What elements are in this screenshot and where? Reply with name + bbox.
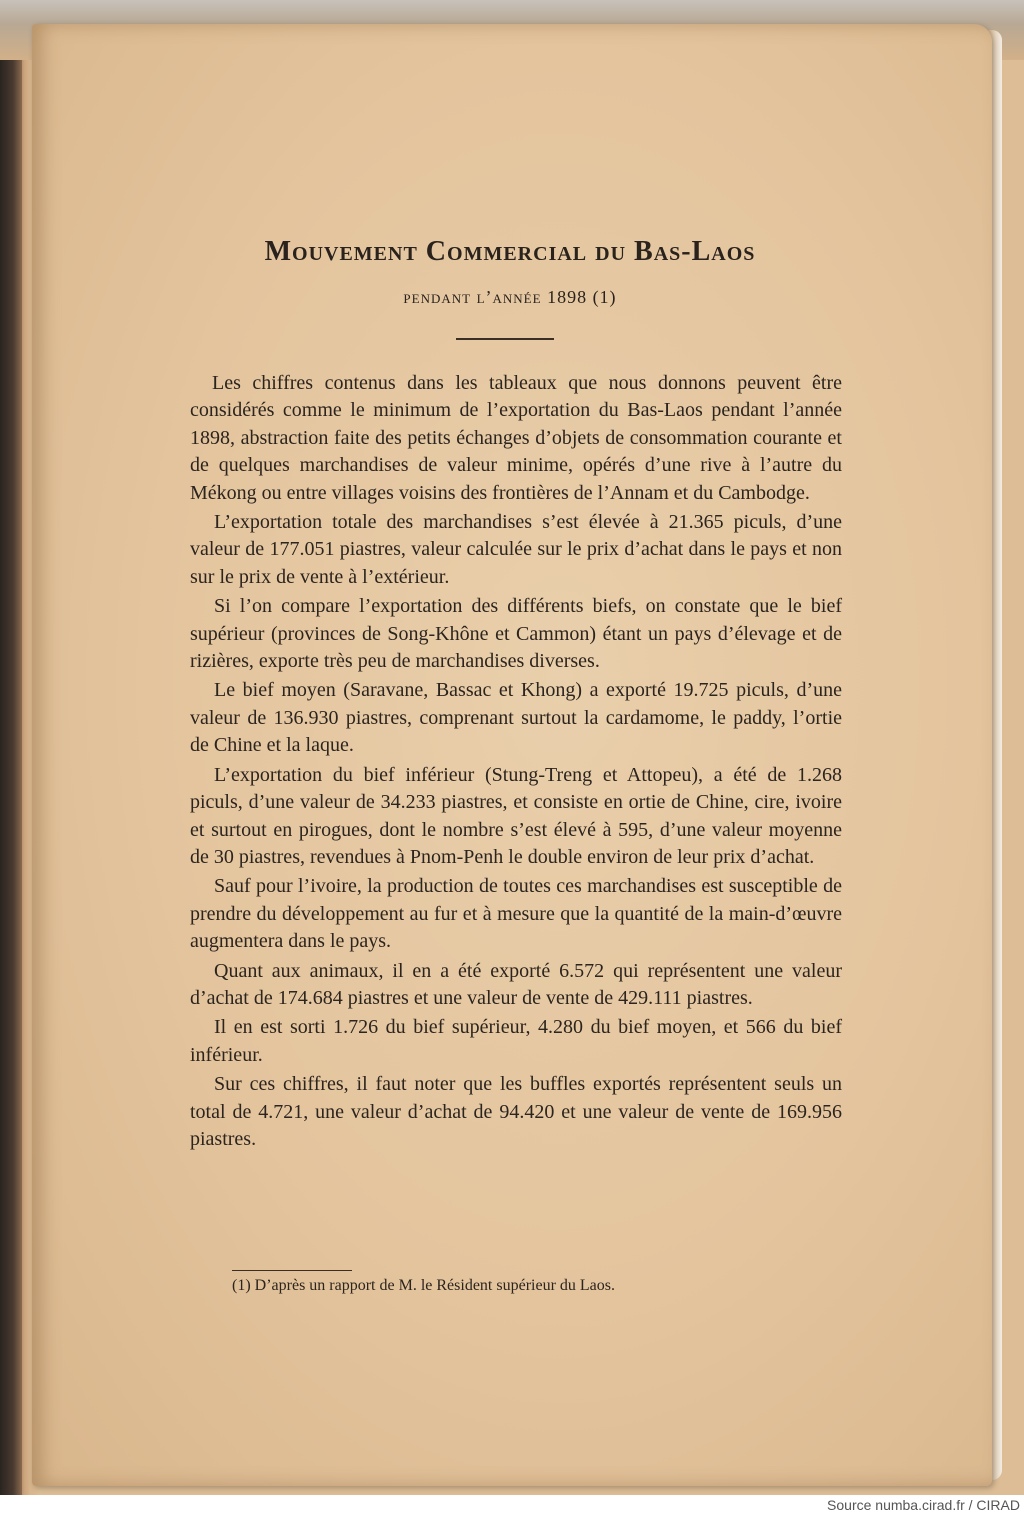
paragraph: Il en est sorti 1.726 du bief supérieur, 4.280 du bief moyen, et 566 du bief inférieur. [190,1016,842,1066]
paragraph: Sur ces chiffres, il faut noter que les buffles exportés représentent seuls un total de 4.721, une valeur d’achat de 94.420 et une valeur de vente de 169.956 piastres. [190,1073,842,1150]
page-subtitle: pendant l’année 1898 (1) [403,287,617,307]
book-spine [0,60,22,1495]
footnote: (1) D’après un rapport de M. le Résident supérieur du Laos. [232,1277,615,1294]
title-divider [456,338,554,340]
page-title: Mouvement Commercial du Bas-Laos [264,236,756,267]
paragraph: Les chiffres contenus dans les tableaux que nous donnons peuvent être considérés comme le minimum de l’exportation du Bas-Laos pendant l’année 1898, abstraction faite des petits échanges d’objets de consommation courante et de quelques marchandises de valeur minime, opérés d’une rive à l’autre du Mékong ou entre villages voisins des frontières de l’Annam et du Cambodge. [190,372,842,504]
footnote-divider [232,1270,352,1271]
paragraph: L’exportation du bief inférieur (Stung-Treng et Attopeu), a été de 1.268 piculs, d’une valeur de 34.233 piastres, et consiste en ortie de Chine, cire, ivoire et surtout en pirogues, dont le nombre s’est élevé à 595, d’une valeur moyenne de 30 piastres, revendues à Pnom-Penh le double environ de leur prix d’achat. [190,763,842,868]
paragraph: L’exportation totale des marchandises s’est élevée à 21.365 piculs, d’une valeur de 177.051 piastres, valeur calculée sur le prix d’achat dans le pays et non sur le prix de vente à l’extérieur. [190,511,842,588]
source-credit: Source numba.cirad.fr / CIRAD [827,1497,1020,1513]
paragraph: Quant aux animaux, il en a été exporté 6.572 qui représentent une valeur d’achat de 174.684 piastres et une valeur de vente de 429.111 piastres. [190,959,842,1009]
body-text [190,370,842,1155]
paragraph: Si l’on compare l’exportation des différents biefs, on constate que le bief supérieur (provinces de Song-Khône et Cammon) étant un pays d’élevage et de rizières, exporte très peu de marchandises diverses. [190,595,842,673]
paragraph: Sauf pour l’ivoire, la production de toutes ces marchandises est susceptible de prendre du développement au fur et à mesure que la quantité de la main-d’œuvre augmentera dans le pays. [190,875,842,953]
paragraph: Le bief moyen (Saravane, Bassac et Khong) a exporté 19.725 piculs, d’une valeur de 136.930 piastres, comprenant surtout la cardamome, le paddy, l’ortie de Chine et la laque. [190,679,842,757]
